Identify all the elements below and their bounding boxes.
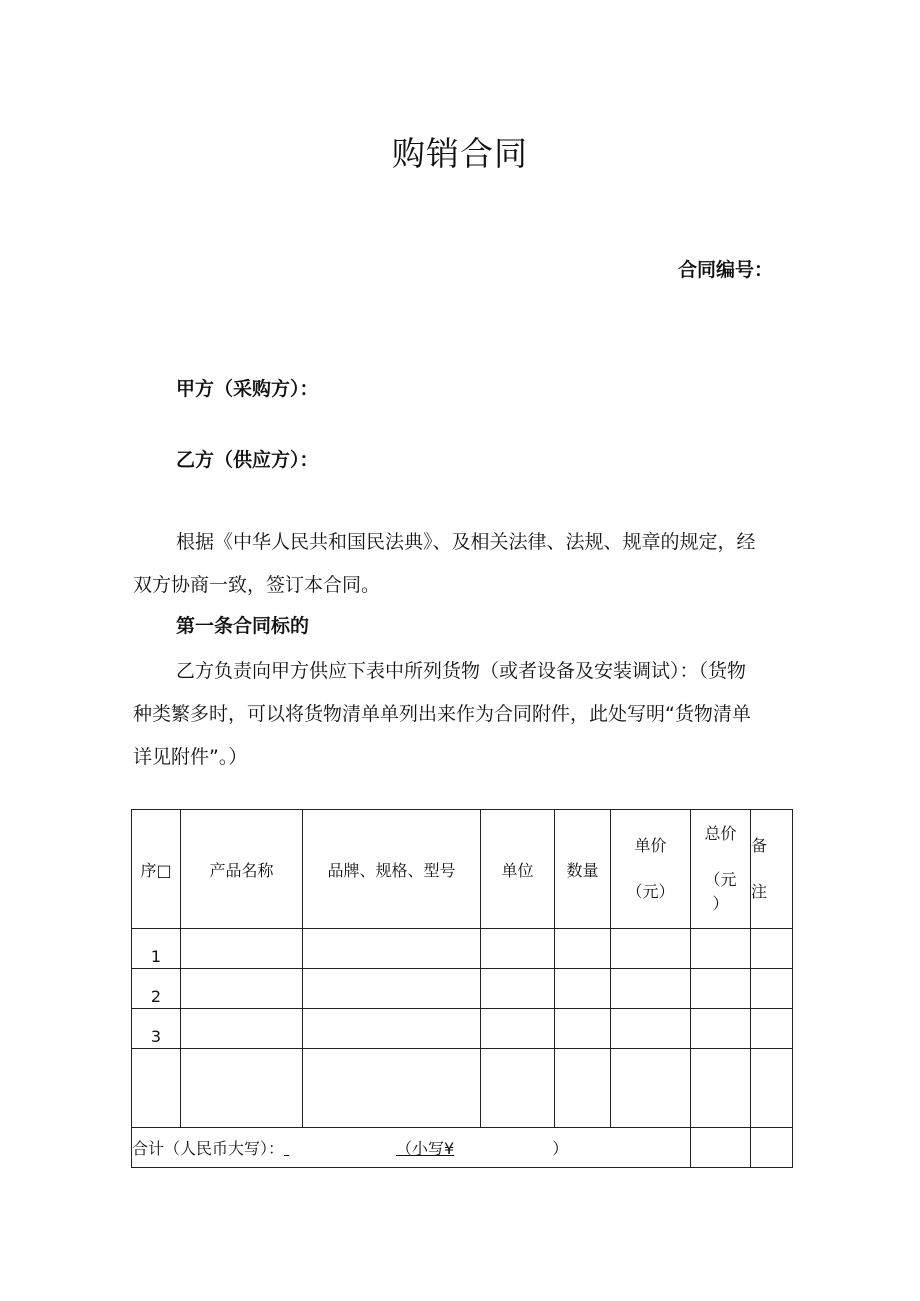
header-unit-price [611, 810, 691, 929]
table-header-row [132, 810, 793, 929]
total-small-label: （小写¥ [396, 1139, 455, 1158]
header-remark [751, 810, 793, 929]
header-quantity: 数量 [555, 810, 611, 929]
section-1-line-3: 详见附件”。） [133, 746, 248, 768]
table-row-blank [132, 1049, 793, 1128]
row-seq [132, 969, 181, 1009]
header-product-name: 产品名称 [181, 810, 303, 929]
total-close: ） [552, 1139, 569, 1158]
row-seq-1: 1 [150, 947, 162, 966]
party-a-label: 甲方（采购方）： [176, 378, 319, 400]
table-row [132, 929, 793, 969]
total-uppercase-blank [284, 1139, 396, 1158]
total-cell [132, 1128, 691, 1168]
section-1-title: 第一条合同标的 [176, 615, 310, 637]
intro-line-1: 根据《中华人民共和国民法典》、及相关法律、法规、规章的规定，经 [176, 531, 756, 553]
header-remark-line2: 注 [751, 882, 768, 901]
section-1-line-1: 乙方负责向甲方供应下表中所列货物（或者设备及安装调试）：（货物 [176, 660, 747, 682]
header-unit-price-line2: （元） [626, 882, 675, 901]
total-small-blank [454, 1139, 552, 1158]
header-remark-line1: 备 [751, 836, 768, 855]
contract-number-label: 合同编号： [678, 259, 774, 281]
row-seq [132, 1009, 181, 1049]
header-brand-spec: 品牌、规格、型号 [303, 810, 481, 929]
party-b-label: 乙方（供应方）： [176, 449, 319, 471]
table-total-row [132, 1128, 793, 1168]
total-label: 合计（人民币大写）： [132, 1139, 285, 1158]
header-total-price-line3: ） [712, 894, 729, 913]
contract-title: 购销合同 [392, 134, 528, 173]
table-row [132, 969, 793, 1009]
header-total-price-line2: （元 [704, 870, 737, 889]
section-1-line-2: 种类繁多时，可以将货物清单单列出来作为合同附件，此处写明“货物清单 [133, 703, 751, 725]
goods-table [131, 809, 793, 1168]
row-seq-3: 3 [150, 1027, 162, 1046]
row-seq-2: 2 [150, 987, 162, 1006]
header-unit: 单位 [481, 810, 555, 929]
header-total-price-line1: 总价 [704, 824, 737, 843]
intro-line-2: 双方协商一致，签订本合同。 [133, 574, 381, 596]
table-row [132, 1009, 793, 1049]
header-seq: 序□ [132, 810, 181, 929]
header-total-price [691, 810, 751, 929]
header-unit-price-line1: 单价 [634, 836, 667, 855]
row-seq [132, 929, 181, 969]
